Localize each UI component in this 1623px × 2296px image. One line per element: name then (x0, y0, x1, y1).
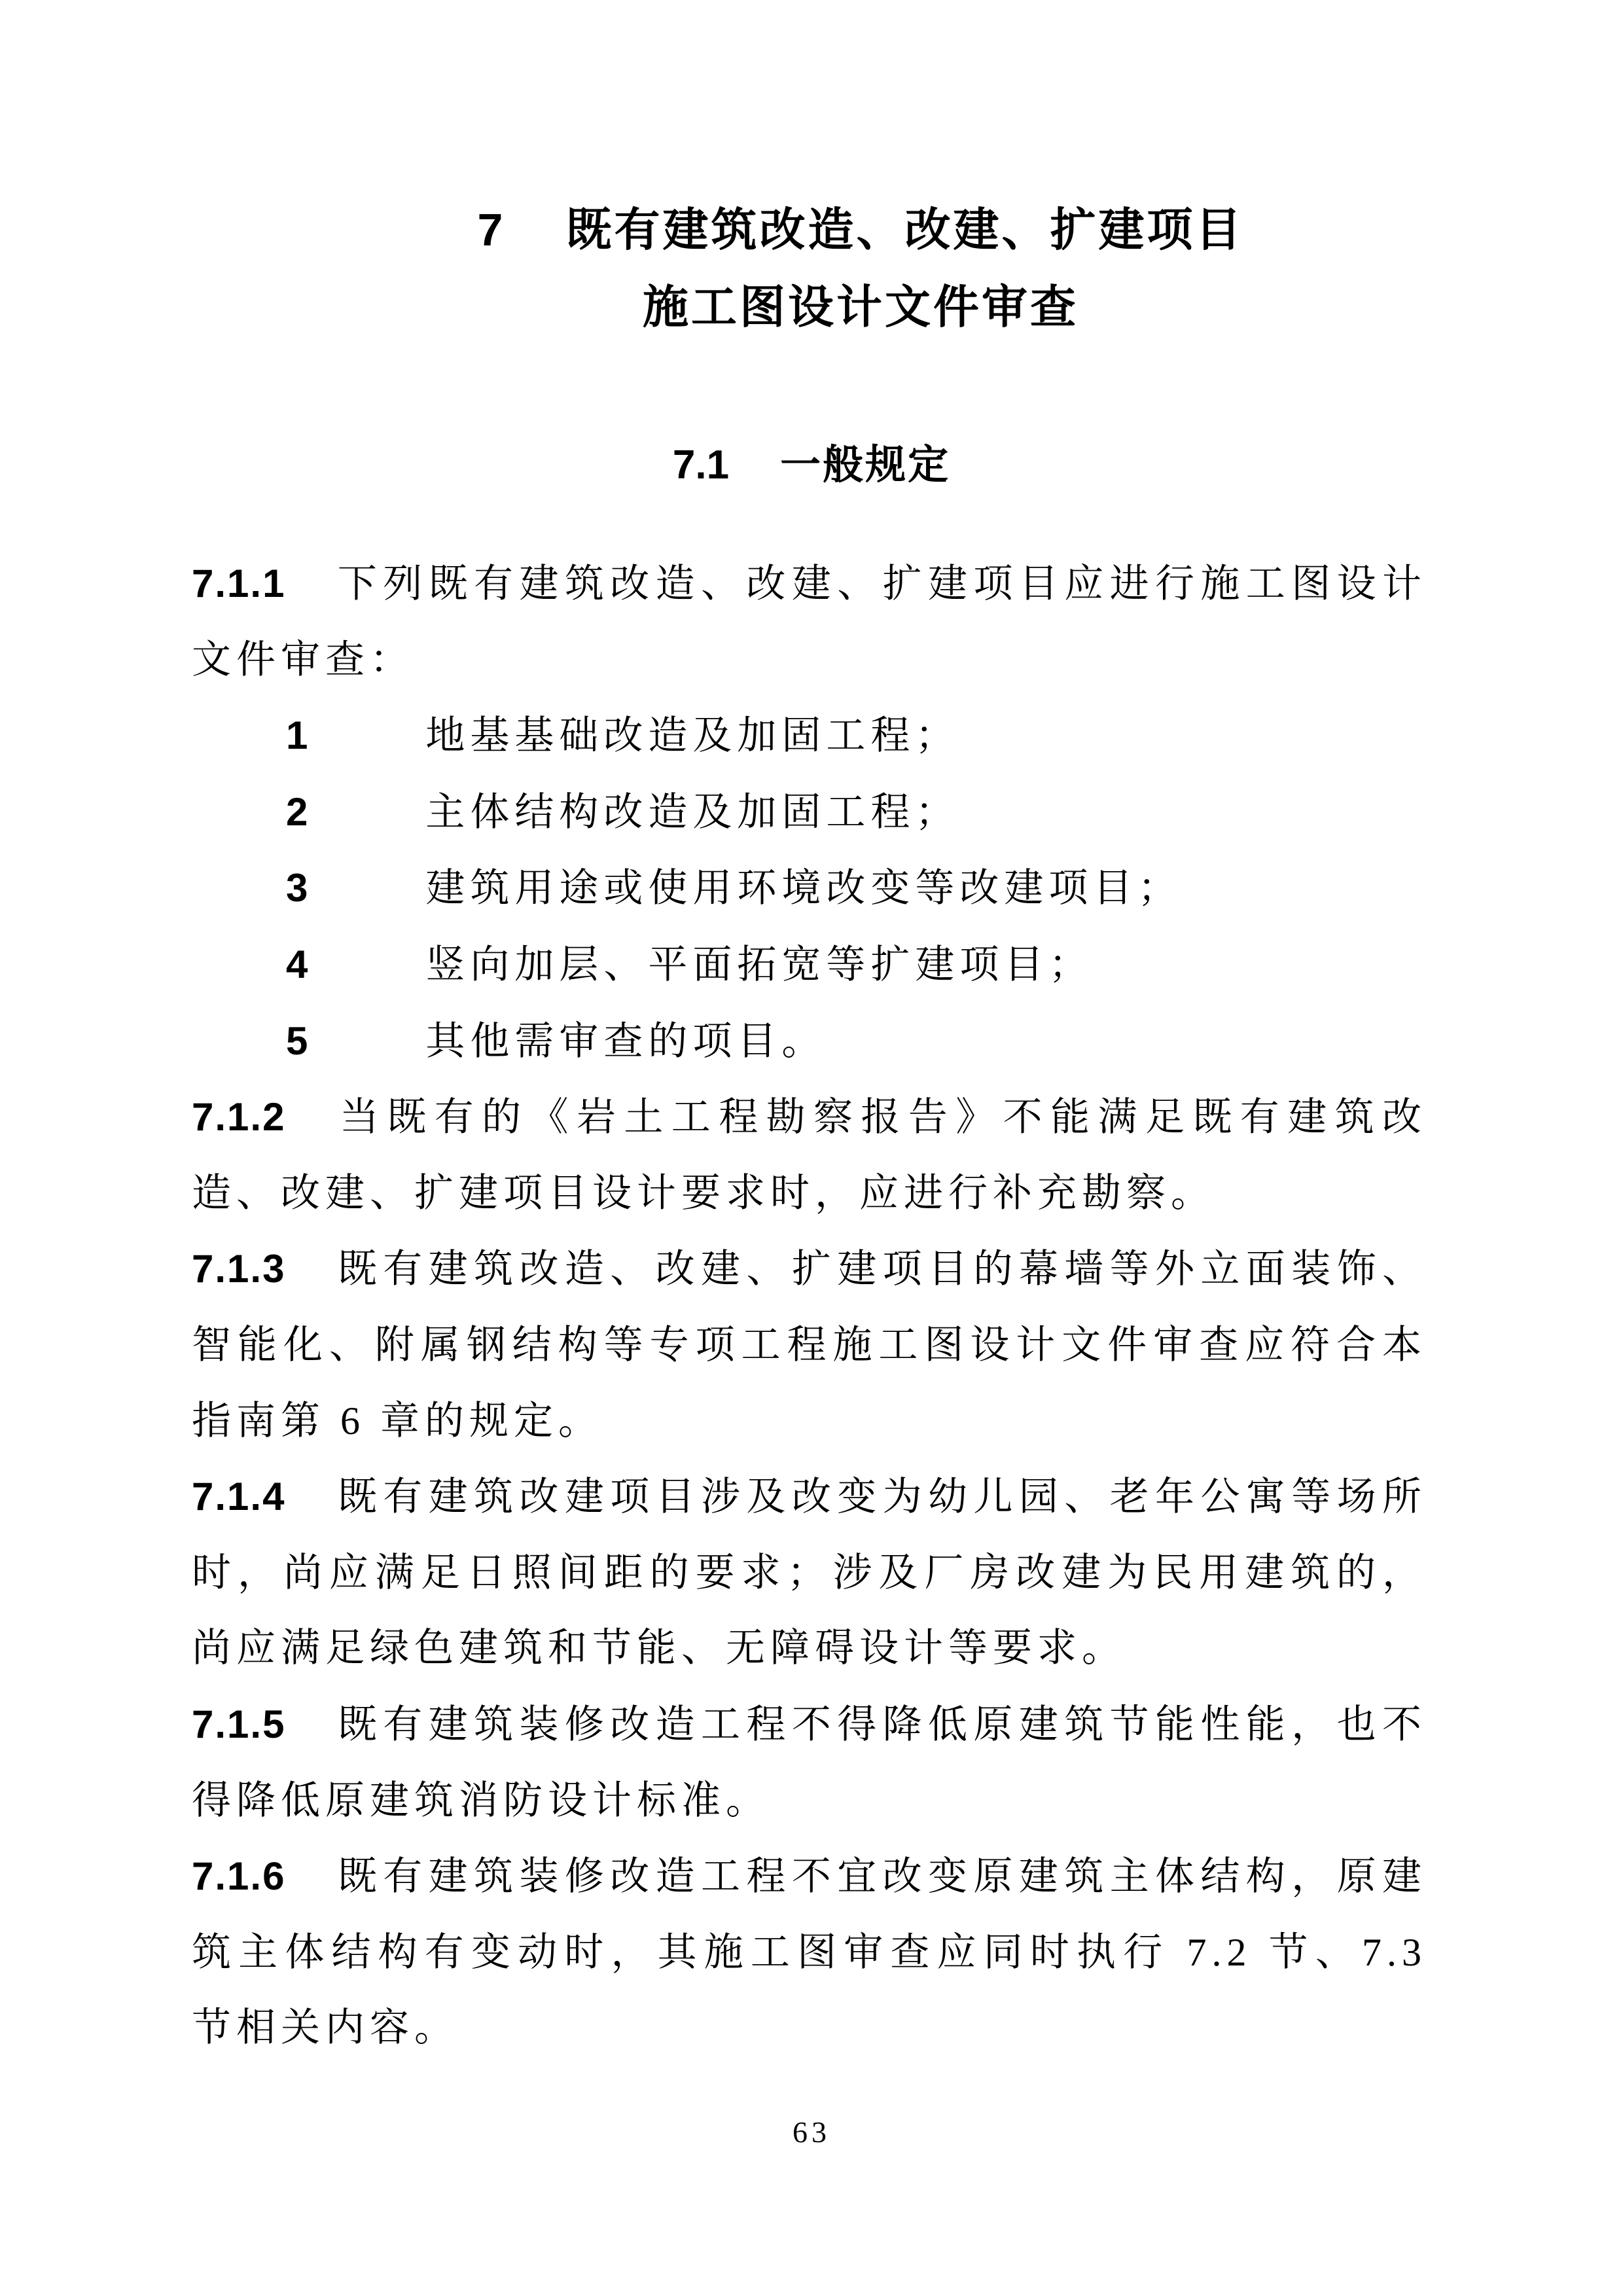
clause-number: 7.1.5 (192, 1702, 286, 1746)
clause-7-1-3 (192, 1231, 1427, 1459)
clause-7-1-5 (192, 1687, 1427, 1839)
clause-7-1-2 (192, 1079, 1427, 1231)
clause-number: 7.1.4 (192, 1475, 286, 1519)
clause-7-1-4 (192, 1459, 1427, 1687)
list-item-4 (192, 927, 1427, 1003)
item-text: 主体结构改造及加固工程； (425, 790, 960, 834)
clause-number: 7.1.6 (192, 1854, 286, 1899)
clause-7-1-6 (192, 1839, 1427, 2066)
item-text: 其他需审查的项目。 (425, 1019, 827, 1063)
clause-text: 当既有的《岩土工程勘察报告》不能满足既有建筑改造、改建、扩建项目设计要求时，应进行补充勘察。 (192, 1096, 1427, 1215)
section-title: 一般规定 (780, 442, 951, 488)
chapter-title-text: 既有建筑改造、改建、扩建项目 (565, 204, 1244, 255)
list-item-5 (192, 1003, 1427, 1080)
page-number: 63 (793, 2115, 830, 2149)
clause-text: 既有建筑装修改造工程不得降低原建筑节能性能，也不得降低原建筑消防设计标准。 (192, 1702, 1427, 1822)
list-item-2 (192, 774, 1427, 851)
item-text: 竖向加层、平面拓宽等扩建项目； (425, 942, 1094, 986)
item-number: 1 (286, 713, 313, 758)
chapter-title (98, 191, 1623, 346)
section-number: 7.1 (672, 442, 730, 488)
item-text: 地基基础改造及加固工程； (425, 714, 960, 758)
body-text (192, 546, 1427, 2066)
clause-7-1-1 (192, 546, 1427, 698)
item-number: 2 (286, 789, 313, 834)
item-text: 建筑用途或使用环境改变等改建项目； (425, 867, 1183, 910)
clause-number: 7.1.3 (192, 1247, 286, 1291)
section-heading (0, 427, 1623, 504)
clause-text: 下列既有建筑改造、改建、扩建项目应进行施工图设计文件审查： (192, 562, 1427, 681)
chapter-title-line1 (98, 191, 1623, 268)
clause-number: 7.1.2 (192, 1095, 286, 1139)
clause-text: 既有建筑改造、改建、扩建项目的幕墙等外立面装饰、智能化、附属钢结构等专项工程施工图设计文件审查应符合本指南第 6 章的规定。 (192, 1247, 1427, 1443)
item-number: 5 (286, 1018, 313, 1063)
list-item-1 (192, 698, 1427, 774)
clause-text: 既有建筑改建项目涉及改变为幼儿园、老年公寓等场所时，尚应满足日照间距的要求；涉及厂房改建为民用建筑的，尚应满足绿色建筑和节能、无障碍设计等要求。 (192, 1475, 1427, 1670)
clause-number: 7.1.1 (192, 562, 286, 605)
list-item-3 (192, 850, 1427, 927)
item-number: 4 (286, 942, 313, 986)
chapter-title-line2: 施工图设计文件审查 (643, 281, 1079, 332)
chapter-number: 7 (477, 204, 503, 255)
item-number: 3 (286, 866, 313, 910)
clause-text: 既有建筑装修改造工程不宜改变原建筑主体结构，原建筑主体结构有变动时，其施工图审查应同时执行 7.2 节、7.3 节相关内容。 (192, 1855, 1427, 2050)
